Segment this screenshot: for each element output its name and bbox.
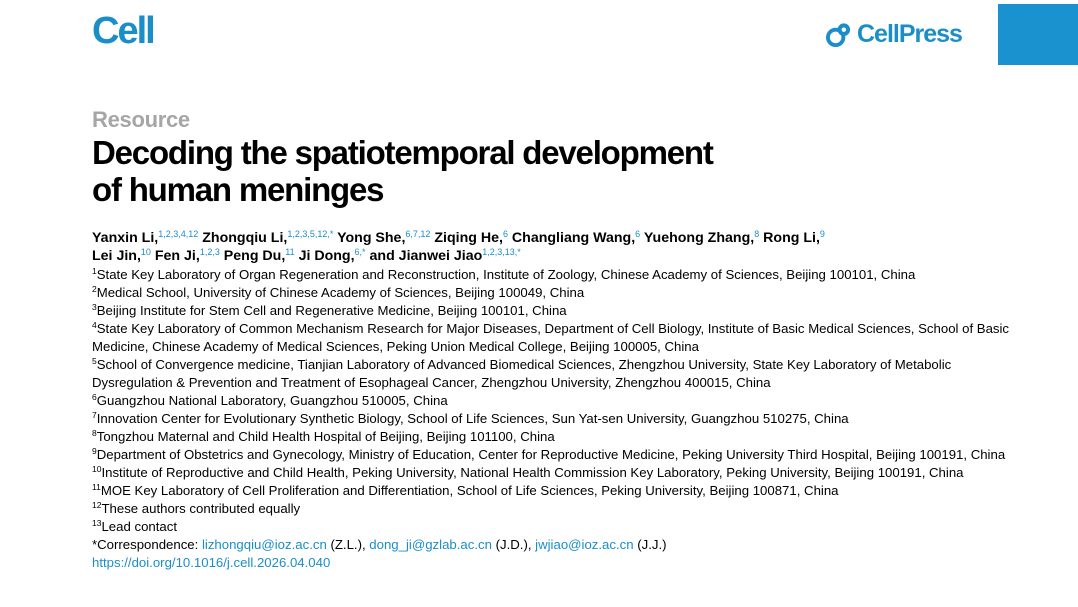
affiliation: $^{10}$Institute of Reproductive and Child Health, Peking University, National Health Commission Key Laboratory, Peking University, Beijing 100191, China	[92, 464, 964, 480]
email-link[interactable]: jwjiao@ioz.ac.cn	[535, 537, 634, 552]
affiliation: $^7$Innovation Center for Evolutionary Synthetic Biology, School of Life Sciences, Sun Yat-sen University, Guangzhou 510275, China	[92, 410, 849, 426]
affiliation: $^3$Beijing Institute for Stem Cell and Regenerative Medicine, Beijing 100101, China	[92, 302, 567, 318]
cellpress-icon	[826, 21, 853, 48]
article-type: Resource	[92, 107, 190, 132]
author-list	[92, 229, 1012, 265]
affiliation: $^9$Department of Obstetrics and Gynecology, Ministry of Education, Center for Reproductive Medicine, Peking University Third Hospital, Beijing 100191, China	[92, 446, 1006, 462]
title-line-2: of human meninges	[92, 171, 384, 208]
affiliation: $^2$Medical School, University of Chinese Academy of Sciences, Beijing 100049, China	[92, 284, 585, 300]
affiliation: $^{12}$These authors contributed equally	[92, 500, 301, 516]
brand-box	[998, 4, 1078, 65]
doi-link[interactable]: https://doi.org/10.1016/j.cell.2026.04.040	[92, 555, 331, 570]
email-link[interactable]: dong_ji@gzlab.ac.cn	[369, 537, 492, 552]
title-line-1: Decoding the spatiotemporal development	[92, 134, 713, 171]
publisher-logo	[826, 18, 962, 50]
author: Yanxin Li,$^{1,2,3,4,12}$	[92, 229, 199, 246]
author: Zhongqiu Li,$^{1,2,3,5,12,*}$	[202, 229, 334, 246]
affiliation: $^1$State Key Laboratory of Organ Regeneration and Reconstruction, Institute of Zoology, Chinese Academy of Sciences, Beijing 100101, China	[92, 266, 916, 282]
affiliation-list	[92, 266, 1012, 572]
author: Rong Li,$^9$	[763, 229, 825, 246]
author: Yuehong Zhang,$^8$	[643, 229, 760, 246]
correspondence: *Correspondence: lizhongqiu@ioz.ac.cn (Z.L.), dong_ji@gzlab.ac.cn (J.D.), jwjiao@ioz.ac.cn (J.J.)	[92, 537, 667, 552]
publisher-name: CellPress	[857, 19, 962, 48]
author: Yong She,$^{6,7,12}$	[337, 229, 431, 246]
affiliation: $^5$School of Convergence medicine, Tianjian Laboratory of Advanced Biomedical Sciences, Zhengzhou University, State Key Laboratory of Metabolic Dysregulation & Prevention and Treatment of Esophageal Cancer, Zhengzhou University, Zhengzhou 400015, China	[92, 356, 952, 390]
author: Ziqing He,$^6$	[434, 229, 508, 246]
affiliation: $^{13}$Lead contact	[92, 518, 177, 534]
affiliation: $^8$Tongzhou Maternal and Child Health Hospital of Beijing, Beijing 101100, China	[92, 428, 555, 444]
author: Changliang Wang,$^6$	[511, 229, 641, 246]
author: Fen Ji,$^{1,2,3}$	[154, 247, 220, 264]
author: Ji Dong,$^{6,*}$	[298, 247, 366, 264]
affiliation: $^6$Guangzhou National Laboratory, Guangzhou 510005, China	[92, 392, 448, 408]
journal-logo: Cell	[92, 10, 154, 52]
author: Lei Jin,$^{10}$	[92, 247, 151, 264]
article-title	[92, 134, 992, 208]
affiliation: $^{11}$MOE Key Laboratory of Cell Proliferation and Differentiation, School of Life Sciences, Peking University, Beijing 100871, China	[92, 482, 839, 498]
author: and Jianwei Jiao$^{1,2,3,13,*}$	[369, 247, 521, 264]
email-link[interactable]: lizhongqiu@ioz.ac.cn	[201, 537, 327, 552]
author: Peng Du,$^{11}$	[223, 247, 295, 264]
affiliation: $^4$State Key Laboratory of Common Mechanism Research for Major Diseases, Department of Cell Biology, Institute of Basic Medical Sciences, School of Basic Medicine, Chinese Academy of Medical Sciences, Peking Union Medical College, Beijing 100005, China	[92, 320, 1010, 354]
